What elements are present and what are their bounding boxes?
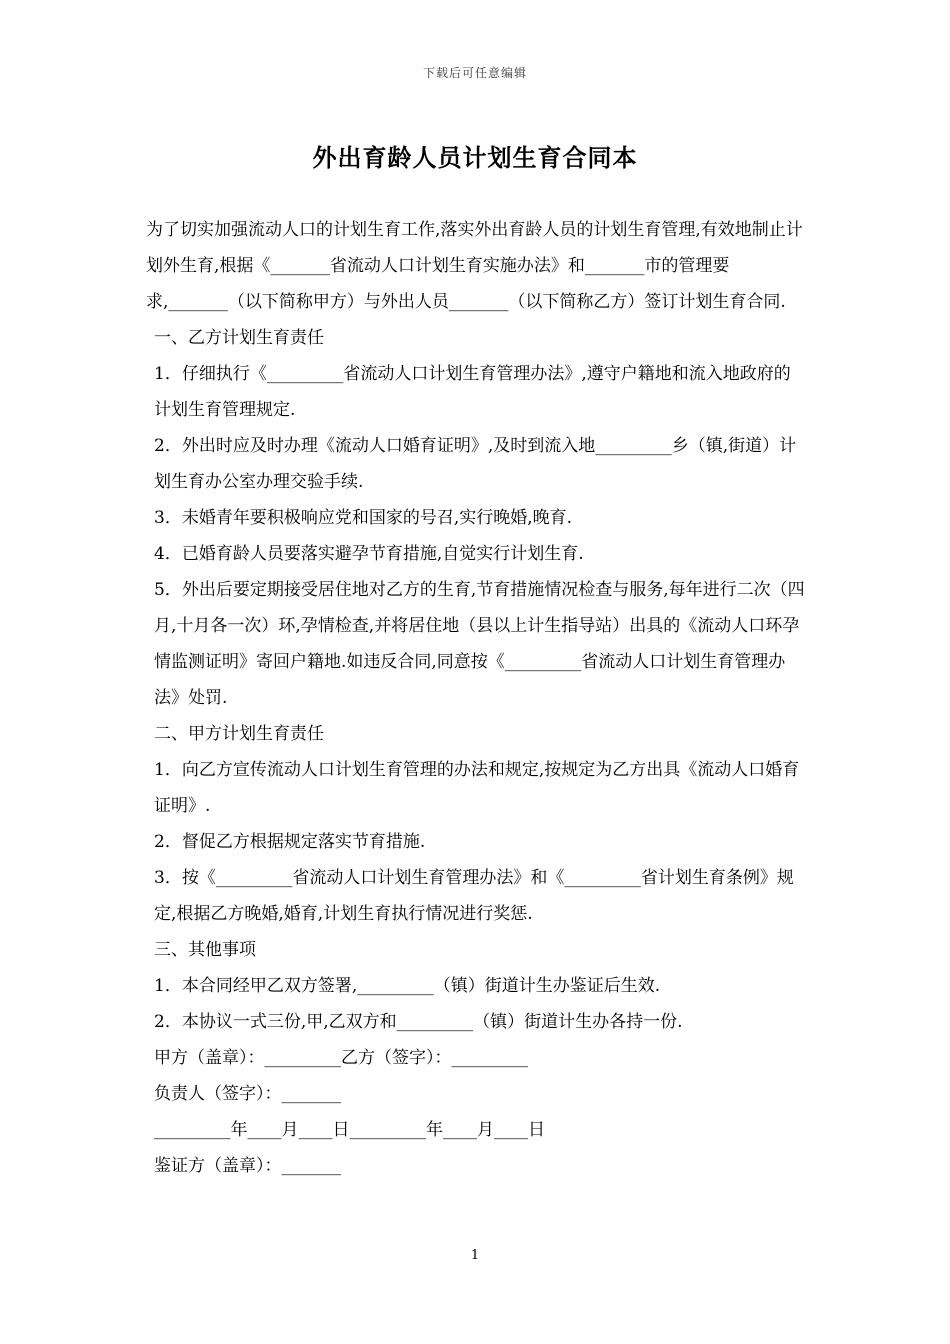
clause-2-2: 2．督促乙方根据规定落实节育措施. [154, 832, 426, 852]
clause-2-3: 3．按《_________省流动人口计划生育管理办法》和《_________省计划生育条例》规定,根据乙方晚婚,婚育,计划生育执行情况进行奖惩. [154, 868, 794, 924]
clause-1-5: 5．外出后要定期接受居住地对乙方的生育,节育措施情况检查与服务,每年进行二次（四月,十月各一次）环,孕情检查,并将居住地（县以上计生指导站）出具的《流动人口环孕情监测证明》寄回户籍地.如违反合同,同意按《_________省流动人口计划生育管理办法》处罚. [154, 580, 805, 708]
page-number: 1 [470, 1248, 480, 1263]
clause-1-2: 2．外出时应及时办理《流动人口婚育证明》,及时到流入地_________乡（镇,街道）计划生育办公室办理交验手续. [154, 436, 797, 492]
section-heading-3: 三、其他事项 [154, 940, 256, 960]
clause-1-1: 1．仔细执行《_________省流动人口计划生育管理办法》,遵守户籍地和流入地政府的计划生育管理规定. [154, 364, 791, 420]
signature-line-witness: 鉴证方（盖章）：_______ [154, 1156, 341, 1176]
page-header: 下载后可任意编辑 [422, 66, 527, 80]
clause-2-1: 1．向乙方宣传流动人口计划生育管理的办法和规定,按规定为乙方出具《流动人口婚育证明》. [154, 760, 800, 816]
signature-line-responsible: 负责人（签字）：_______ [154, 1084, 341, 1104]
section-heading-2: 二、甲方计划生育责任 [154, 724, 324, 744]
clause-3-1: 1．本合同经甲乙双方签署,_________（镇）街道计生办鉴证后生效. [154, 976, 661, 996]
document-title: 外出育龄人员计划生育合同本 [312, 143, 638, 172]
document-body [146, 212, 806, 1184]
intro-paragraph: 为了切实加强流动人口的计划生育工作,落实外出育龄人员的计划生育管理,有效地制止计划外生育,根据《_______省流动人口计划生育实施办法》和_______市的管理要求,_______（以下简称甲方）与外出人员_______（以下简称乙方）签订计划生育合同. [146, 220, 803, 312]
signature-line-parties: 甲方（盖章）：_________乙方（签字）：_________ [154, 1048, 528, 1068]
clause-3-2: 2．本协议一式三份,甲,乙双方和_________（镇）街道计生办各持一份. [154, 1012, 683, 1032]
clause-1-3: 3．未婚青年要积极响应党和国家的号召,实行晚婚,晚育. [154, 508, 573, 528]
signature-line-dates: _________年____月____日_________年____月____日 [154, 1120, 545, 1140]
clause-1-4: 4．已婚育龄人员要落实避孕节育措施,自觉实行计划生育. [154, 544, 584, 564]
section-heading-1: 一、乙方计划生育责任 [154, 328, 324, 348]
